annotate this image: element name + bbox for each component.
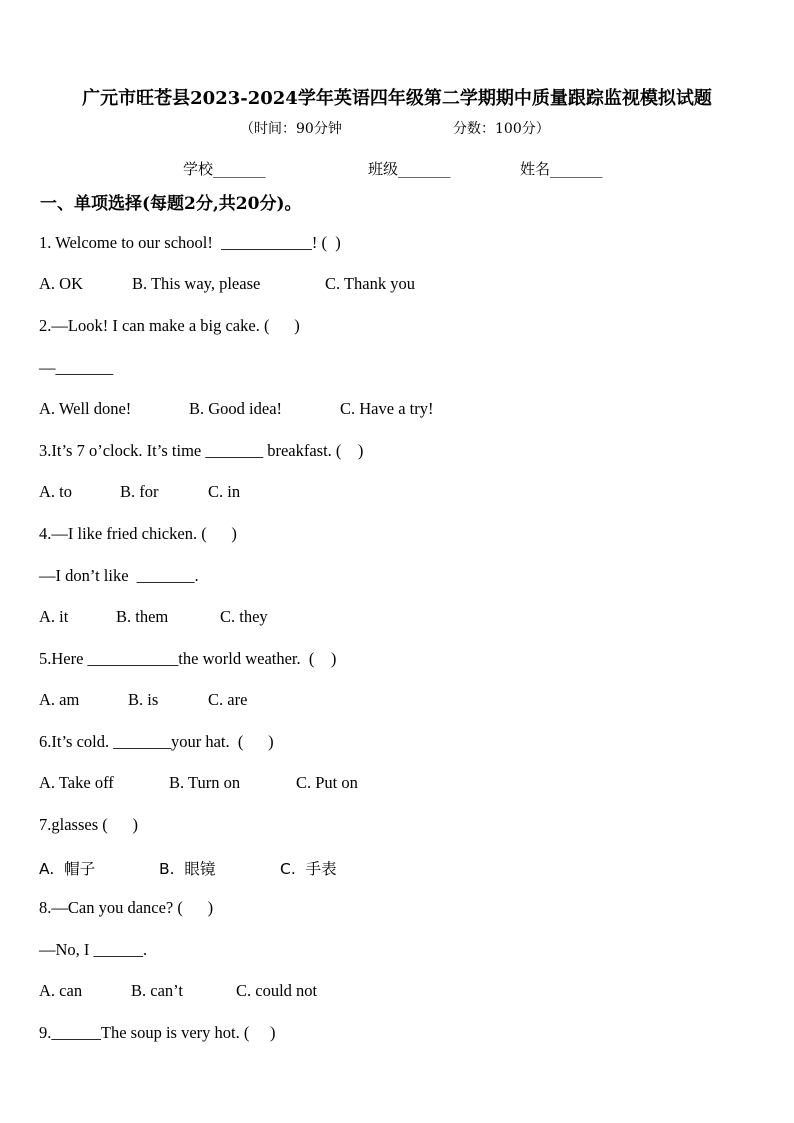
option-a: A. am <box>39 690 80 709</box>
option-c: C. 手表 <box>280 860 337 878</box>
option-c: C. Have a try! <box>340 399 434 418</box>
option-b: B. Turn on <box>169 773 241 792</box>
question-reply: —I don’t like _______. <box>39 566 199 585</box>
option-b: B. is <box>128 690 159 709</box>
exam-title: 广元市旺苍县2023-2024学年英语四年级第二学期期中质量跟踪监视模拟试题 <box>82 88 712 109</box>
option-c: C. Put on <box>296 773 358 792</box>
option-b: B. This way, please <box>132 274 261 293</box>
option-c: C. Thank you <box>325 274 415 293</box>
option-a: A. Take off <box>39 773 114 792</box>
question-stem: 5.Here ___________the world weather. ( ) <box>39 649 337 668</box>
exam-score: 分数：100分） <box>453 121 550 137</box>
option-c: C. are <box>208 690 248 709</box>
question-stem: 7.glasses ( ) <box>39 815 138 834</box>
option-a: A. can <box>39 981 83 1000</box>
name-field: 姓名_______ <box>520 160 603 178</box>
question-stem: 4.—I like fried chicken. ( ) <box>39 524 237 543</box>
question-reply: —_______ <box>39 358 114 377</box>
question-reply: —No, I ______. <box>39 940 148 959</box>
question-stem: 2.—Look! I can make a big cake. ( ) <box>39 316 300 335</box>
section-heading: 一、单项选择(每题2分,共20分)。 <box>40 194 302 214</box>
option-c: C. they <box>220 607 268 626</box>
question-stem: 3.It’s 7 o’clock. It’s time _______ breakfast. ( ) <box>39 441 364 460</box>
exam-time: （时间：90分钟 <box>240 121 342 137</box>
option-b: B. Good idea! <box>189 399 283 418</box>
option-b: B. for <box>120 482 159 501</box>
option-b: B. them <box>116 607 169 626</box>
question-stem: 8.—Can you dance? ( ) <box>39 898 214 917</box>
question-stem: 6.It’s cold. _______your hat. ( ) <box>39 732 274 751</box>
option-a: A. it <box>39 607 69 626</box>
option-b: B. can’t <box>131 981 183 1000</box>
question-stem: 9.______The soup is very hot. ( ) <box>39 1023 276 1042</box>
option-a: A. Well done! <box>39 399 132 418</box>
option-b: B. 眼镜 <box>159 860 216 878</box>
option-a: A. to <box>39 482 72 501</box>
option-c: C. could not <box>236 981 318 1000</box>
option-a: A. 帽子 <box>39 860 96 878</box>
class-field: 班级_______ <box>368 160 451 178</box>
question-stem: 1. Welcome to our school! ___________! ( ) <box>39 233 341 252</box>
option-c: C. in <box>208 482 241 501</box>
school-field: 学校_______ <box>183 160 266 178</box>
option-a: A. OK <box>39 274 83 293</box>
